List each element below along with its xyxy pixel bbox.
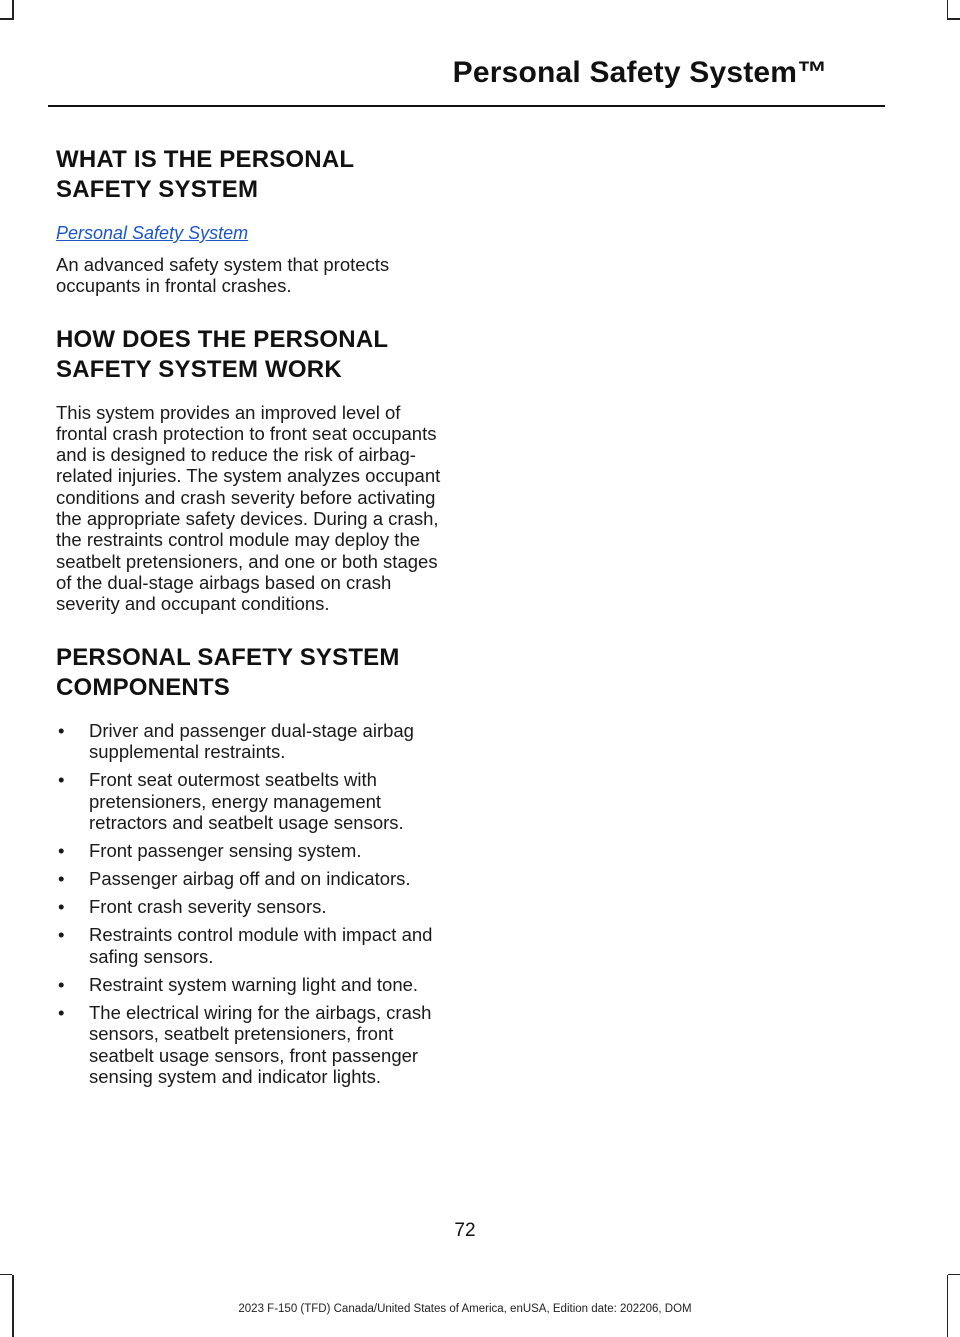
bullet-icon: •: [58, 924, 65, 946]
list-item: • Front crash severity sensors.: [58, 896, 327, 918]
page-number: 72: [454, 1220, 476, 1241]
running-head: Personal Safety System™: [452, 56, 828, 89]
list-item: • Front seat outermost seatbelts with pretensioners, energy management retractors and seatbelt usage sensors.: [58, 769, 404, 834]
list-item: • The electrical wiring for the airbags, crash sensors, seatbelt pretensioners, front seatbelt usage sensors, front passenger sensing system and indicator lights.: [58, 1001, 432, 1088]
crop-mark: [947, 1275, 949, 1337]
section-title-components: PERSONAL SAFETY SYSTEM COMPONENTS: [56, 643, 400, 701]
section-title-what-is: WHAT IS THE PERSONAL SAFETY SYSTEM: [56, 146, 355, 203]
content-column: [56, 145, 451, 1094]
list-item: • Passenger airbag off and on indicators.: [58, 868, 411, 890]
bullet-icon: •: [58, 719, 65, 741]
crop-mark: [948, 18, 960, 20]
header-rule: [48, 105, 885, 107]
list-item: • Restraints control module with impact and safing sensors.: [58, 924, 433, 967]
crop-mark: [12, 0, 14, 20]
list-item: • Restraint system warning light and tone.: [58, 973, 419, 995]
personal-safety-system-link[interactable]: Personal Safety System: [56, 223, 249, 243]
bullet-icon: •: [58, 868, 65, 890]
list-item: • Front passenger sensing system.: [58, 840, 362, 862]
list-item: • Driver and passenger dual-stage airbag supplemental restraints.: [58, 719, 414, 763]
components-list: [56, 720, 451, 1088]
bullet-icon: •: [58, 769, 65, 791]
section-paragraph: This system provides an improved level of frontal crash protection to front seat occupants and is designed to reduce the risk of airbag-related injuries. The system analyzes occupant conditions and crash severity before activating the appropriate safety devices. During a crash, the restraints control module may deploy the seatbelt pretensioners, and one or both stages of the dual-stage airbags based on crash severity and occupant conditions.: [56, 401, 441, 615]
edition-footer: 2023 F-150 (TFD) Canada/United States of America, enUSA, Edition date: 202206, DOM: [238, 1303, 692, 1315]
section-paragraph: An advanced safety system that protects occupants in frontal crashes.: [56, 254, 390, 297]
crop-mark: [947, 0, 949, 20]
crop-mark: [948, 1274, 960, 1276]
crop-mark: [0, 1274, 12, 1276]
bullet-icon: •: [58, 973, 65, 995]
bullet-icon: •: [58, 896, 65, 918]
section-title-how-does: HOW DOES THE PERSONAL SAFETY SYSTEM WORK: [56, 325, 389, 383]
bullet-icon: •: [58, 840, 65, 862]
crop-mark: [0, 18, 12, 20]
bullet-icon: •: [58, 1001, 65, 1023]
